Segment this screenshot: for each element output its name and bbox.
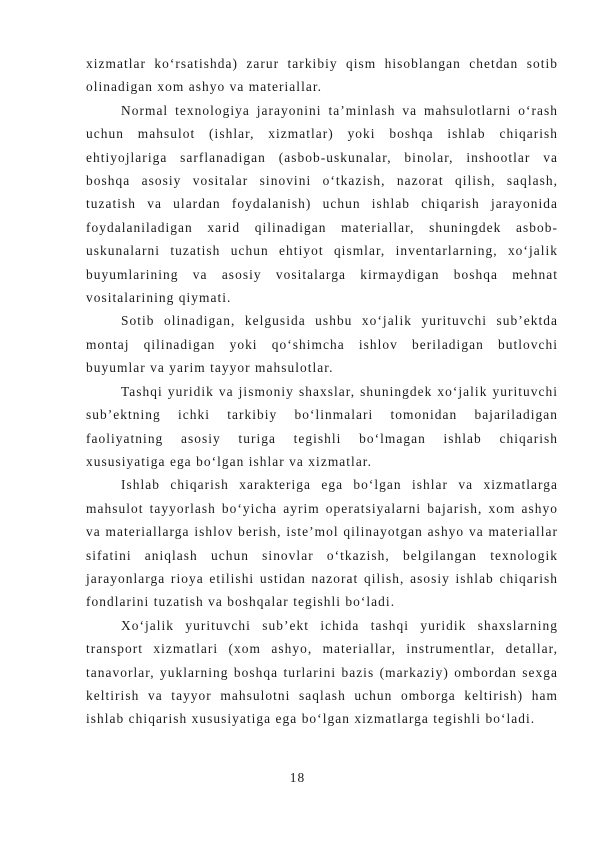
page-number: 18 [289,770,306,785]
paragraph-3: Sotib olinadigan, kelgusida ushbu xo‘jalik yurituvchi sub’ektda montaj qilinadigan yoki qo‘shimcha ishlov beriladigan butlovchi buyumlar va yarim tayyor mahsulotlar. [86,313,558,376]
paragraph-1: xizmatlar ko‘rsatishda) zarur tarkibiy qism hisoblangan chetdan sotib olinadigan xom ashyo va materiallar. [86,56,558,95]
document-page [86,52,558,731]
paragraph-2: Normal texnologiya jarayonini ta’minlash va mahsulotlarni o‘rash uchun mahsulot (ishlar, xizmatlar) yoki boshqa ishlab chiqarish ehtiyojlariga sarflanadigan (asbob-uskunalar, binolar, inshootlar va boshqa asosiy vositalar sinovini o‘tkazish, nazorat qilish, saqlash, tuzatish va ulardan foydalanish) uchun ishlab chiqarish jarayonida foydalaniladigan xarid qilinadigan materiallar, shuningdek asbob-uskunalarni tuzatish uchun ehtiyot qismlar, inventarlarning, xo‘jalik buyumlarining va asosiy vositalarga kirmaydigan boshqa mehnat vositalarining qiymati. [86,102,558,306]
paragraph-5: Ishlab chiqarish xarakteriga ega bo‘lgan ishlar va xizmatlarga mahsulot tayyorlash bo‘yicha ayrim operatsiyalarni bajarish, xom ashyo va materiallarga ishlov berish, iste’mol qilinayotgan ashyo va materiallar sifatini aniqlash uchun sinovlar o‘tkazish, belgilangan texnologik jarayonlarga rioya etilishi ustidan nazorat qilish, asosiy ishlab chiqarish fondlarini tuzatish va boshqalar tegishli bo‘ladi. [86,477,558,610]
paragraph-6: Xo‘jalik yurituvchi sub’ekt ichida tashqi yuridik shaxslarning transport xizmatlari (xom ashyo, materiallar, instrumentlar, detallar, tanavorlar, yuklarning boshqa turlarini bazis (markaziy) ombordan sexga keltirish va tayyor mahsulotni saqlash uchun omborga keltirish) ham ishlab chiqarish xususiyatiga ega bo‘lgan xizmatlarga tegishli bo‘ladi. [86,617,558,727]
paragraph-4: Tashqi yuridik va jismoniy shaxslar, shuningdek xo‘jalik yurituvchi sub’ektning ichki tarkibiy bo‘linmalari tomonidan bajariladigan faoliyatning asosiy turiga tegishli bo‘lmagan ishlab chiqarish xususiyatiga ega bo‘lgan ishlar va xizmatlar. [86,383,558,469]
